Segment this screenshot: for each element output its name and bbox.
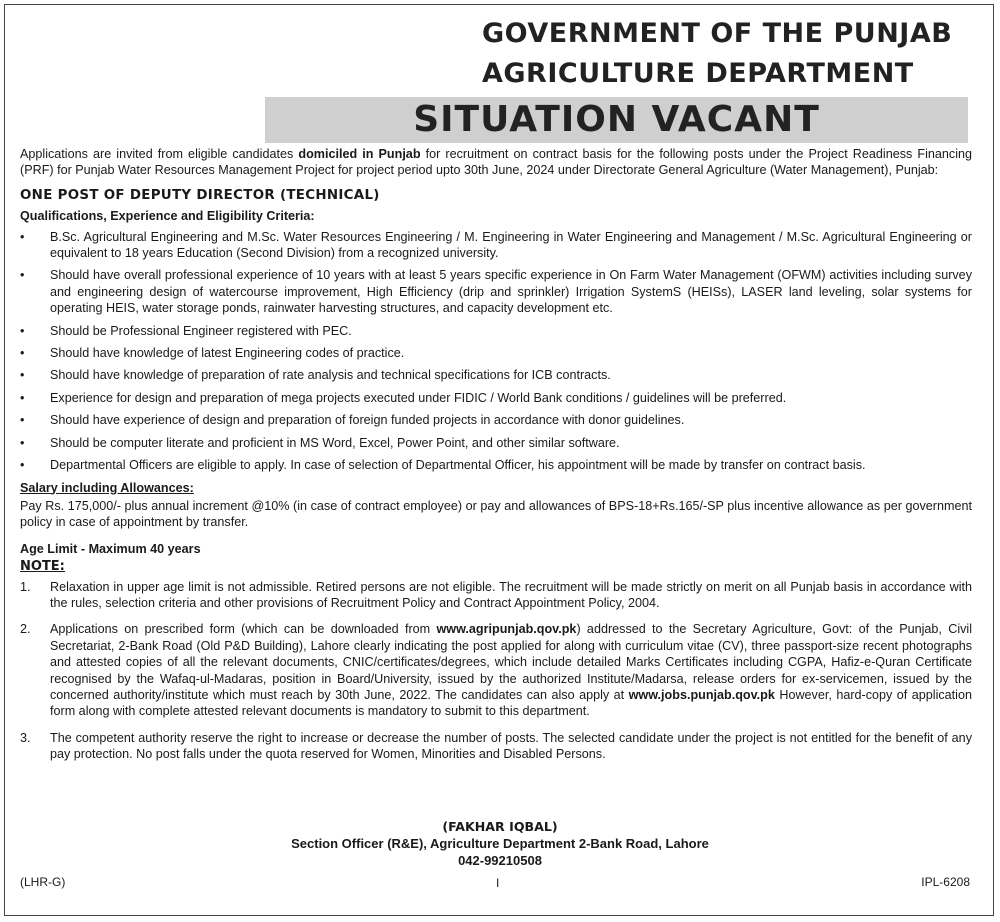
bullet-icon: • [20, 346, 25, 361]
jobs-punjab-link[interactable]: www.jobs.punjab.qov.pk [628, 687, 775, 702]
note-text: However, hard-copy of application form along with complete attested relevant documents is mandatory to submit to this department. [50, 687, 972, 719]
criteria-text: Should have experience of design and preparation of foreign funded projects in accordance with donor guidelines. [50, 413, 685, 428]
situation-vacant-banner: SITUATION VACANT [265, 97, 968, 143]
note-text: The competent authority reserve the right to increase or decrease the number of posts. The selected candidate under the project is not entitled for the benefit of any pay protection. No post falls under the quota reserved for Women, Minorities and Disabled Persons. [50, 730, 972, 762]
criteria-item [20, 267, 972, 316]
criteria-text: Should have overall professional experience of 10 years with at least 5 years specific experience in On Farm Water Management (OFWM) activities including survey and engineering design of watercourse improvement, High Efficiency (drip and sprinkler) Irrigation SystemS (HEISs), LASER land leveling, solar systems for operating HEIS, water storage ponds, rainwater harvesting structures, and capacity development etc. [50, 268, 972, 316]
note-text: Relaxation in upper age limit is not admissible. Retired persons are not eligible. The recruitment will be made strictly on merit on all Punjab basis in accordance with the rules, selection criteria and other provisions of Recruitment Policy and Contract Appointment Policy, 2004. [50, 579, 972, 610]
criteria-item [20, 412, 972, 428]
bullet-icon: • [20, 368, 25, 383]
salary-heading: Salary including Allowances: [20, 480, 194, 495]
footer-mark: I [496, 876, 500, 890]
bullet-icon: • [20, 323, 25, 338]
notes-list [20, 579, 972, 763]
note-number: 2. [20, 622, 31, 637]
note-item [20, 579, 972, 612]
bullet-icon: • [20, 268, 25, 283]
criteria-item [20, 367, 972, 383]
bullet-icon: • [20, 413, 25, 428]
age-limit: Age Limit - Maximum 40 years [20, 541, 201, 556]
signatory-name: (FAKHAR IQBAL) [442, 819, 558, 834]
post-title: ONE POST OF DEPUTY DIRECTOR (TECHNICAL) [20, 187, 380, 203]
salary-text: Pay Rs. 175,000/- plus annual increment @10% (in case of contract employee) or pay and allowances of BPS-18+Rs.165/-SP plus incentive allowance as per government policy in case of appointment by transfer. [20, 498, 972, 530]
intro-text-1: Applications are invited from eligible candidates [20, 147, 299, 161]
note-text: ) addressed to the Secretary Agriculture, Govt: of the Punjab, Civil Secretariat, 2-Bank Road (Old P&D Building), Lahore clearly indicating the post applied for along with curriculum vitae (CV), three passport-size recent photographs and attested copies of all the relevant documents, CNIC/certificates/degrees, which include detailed Marks Certificates including CGPA, Hafiz-e-Quran Certificate recognised by the Wafaq-ul-Madaras, position in Board/University, issued by the authorized Institute/Madarsa, release orders for ex-servicemen, issued by the concerned authority/institute which must reach by 30th June, 2022. The candidates can also apply at [50, 622, 973, 702]
header-government: GOVERNMENT OF THE PUNJAB [482, 18, 953, 49]
bullet-icon: • [20, 390, 25, 405]
criteria-item [20, 345, 972, 361]
footer-code-right: IPL-6208 [921, 875, 970, 889]
criteria-text: Should be computer literate and proficient in MS Word, Excel, Power Point, and other similar software. [50, 435, 620, 450]
criteria-item [20, 390, 972, 406]
criteria-heading: Qualifications, Experience and Eligibility Criteria: [20, 209, 315, 224]
signatory-designation: Section Officer (R&E), Agriculture Department 2-Bank Road, Lahore [291, 836, 709, 851]
note-number: 3. [20, 730, 31, 745]
agripunjab-link[interactable]: www.agripunjab.qov.pk [436, 622, 577, 637]
note-item [20, 730, 972, 763]
criteria-text: Should have knowledge of preparation of rate analysis and technical specifications for ICB contracts. [50, 368, 611, 383]
note-heading: NOTE: [20, 559, 65, 575]
criteria-item [20, 229, 972, 262]
bullet-icon: • [20, 435, 25, 450]
ad-body [20, 146, 972, 773]
note-text: Applications on prescribed form (which can be downloaded from [50, 622, 437, 637]
note-number: 1. [20, 579, 31, 594]
footer-code-left: (LHR-G) [20, 875, 66, 889]
intro-paragraph [20, 146, 972, 179]
criteria-text: Should have knowledge of latest Engineering codes of practice. [50, 346, 405, 361]
bullet-icon: • [20, 458, 25, 473]
intro-bold: domiciled in Punjab [298, 147, 421, 161]
criteria-text: Experience for design and preparation of mega projects executed under FIDIC / World Bank conditions / guidelines will be preferred. [50, 390, 787, 405]
criteria-list [20, 229, 972, 474]
signatory-phone: 042-99210508 [458, 853, 542, 868]
criteria-text: B.Sc. Agricultural Engineering and M.Sc. Water Resources Engineering / M. Engineering in Water Engineering and Management / M.Sc. Agricultural Engineering or equivalent to 18 years Education (Second Division) from a recognized university. [50, 229, 972, 261]
criteria-text: Should be Professional Engineer registered with PEC. [50, 323, 352, 338]
criteria-item [20, 323, 972, 339]
note-item [20, 621, 972, 719]
header-department: AGRICULTURE DEPARTMENT [482, 58, 914, 89]
criteria-item [20, 435, 972, 451]
criteria-item [20, 457, 972, 473]
bullet-icon: • [20, 229, 25, 244]
intro-text-2: for recruitment on contract basis for the following posts under the Project Readiness Financing (PRF) for Punjab Water Resources Management Project for project period upto 30th June, 2024 under Directorate General Agriculture (Water Management), Punjab: [20, 147, 972, 178]
criteria-text: Departmental Officers are eligible to apply. In case of selection of Departmental Officer, his appointment will be made by transfer on contract basis. [50, 458, 866, 473]
